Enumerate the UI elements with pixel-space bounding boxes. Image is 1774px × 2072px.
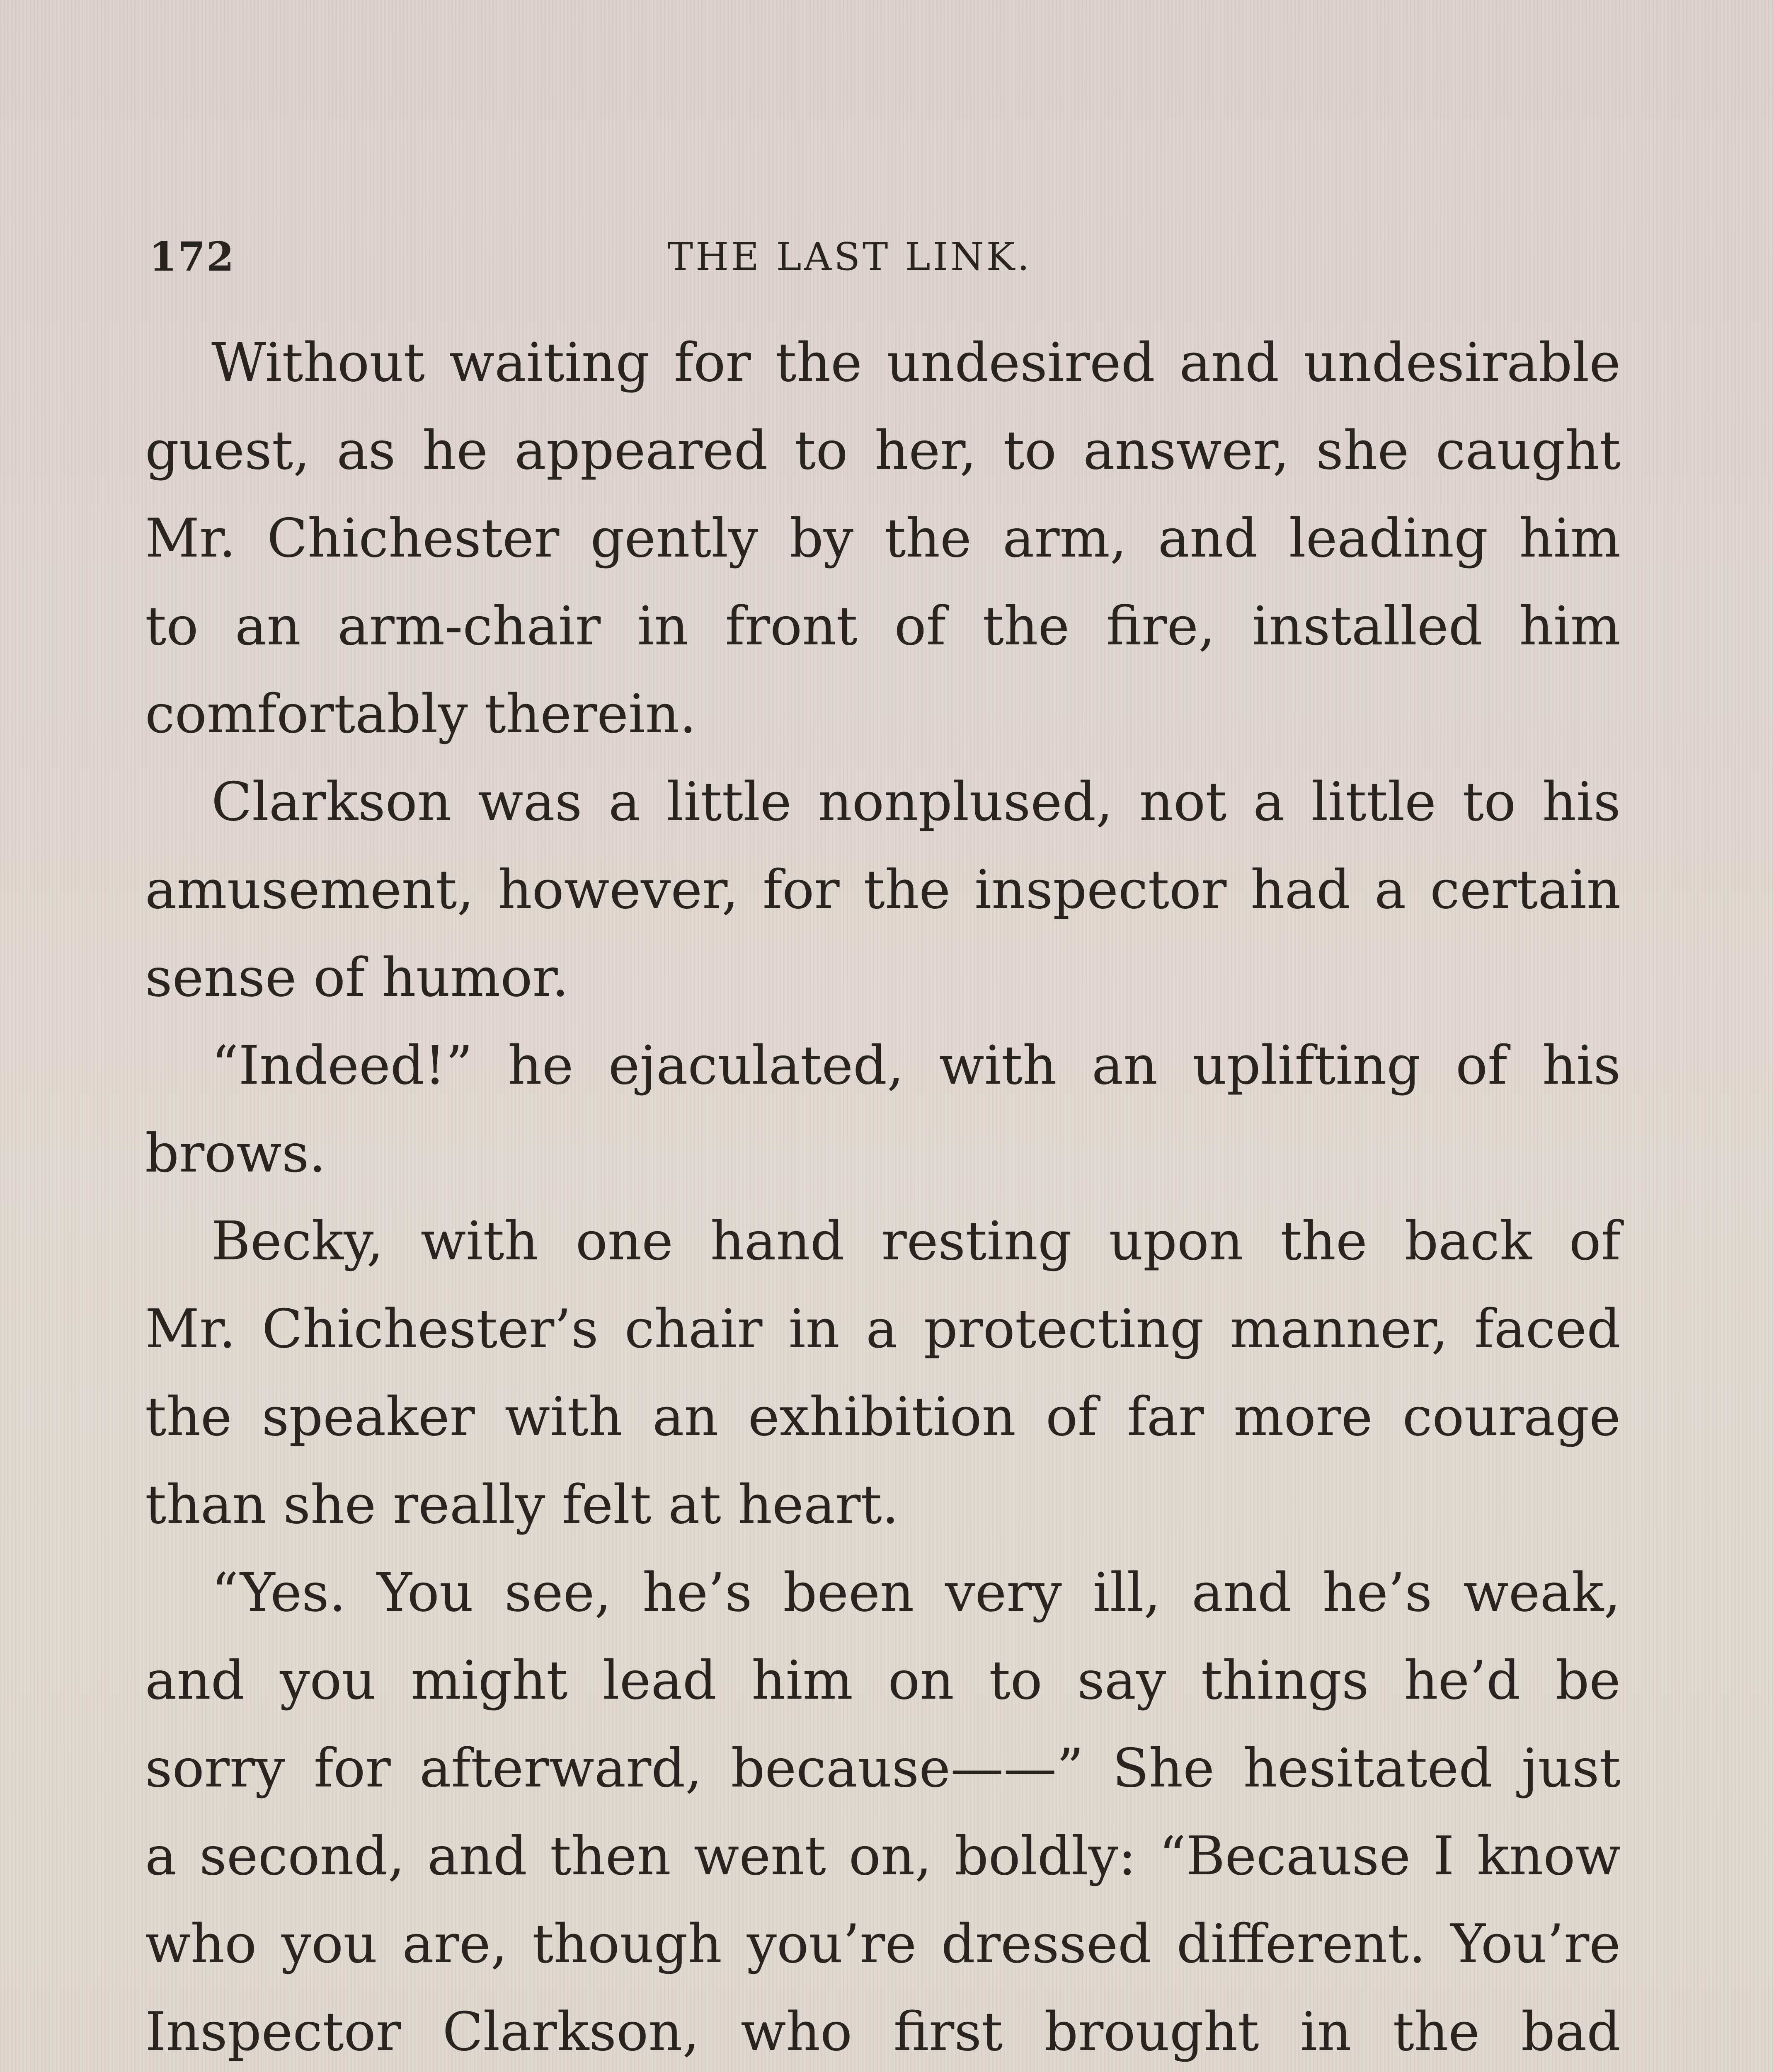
text-line: guest, as he appeared to her, to answer, she caught — [145, 420, 1621, 482]
text-line: amusement, however, for the inspector had a certain — [145, 859, 1621, 921]
body-text — [145, 319, 1621, 2072]
text-line: Becky, with one hand resting upon the back of — [211, 1210, 1621, 1272]
text-line: who you are, though you’re dressed different. You’re — [145, 1913, 1621, 1975]
text-line: Without waiting for the undesired and undesirable — [211, 332, 1621, 394]
text-line: Mr. Chichester’s chair in a protecting manner, faced — [145, 1298, 1621, 1360]
text-line: and you might lead him on to say things he’d be — [145, 1650, 1621, 1711]
text-line: “Indeed!” he ejaculated, with an uplifting of his — [211, 1035, 1621, 1097]
text-line: Clarkson was a little nonplused, not a little to his — [211, 771, 1621, 833]
text-line: “Yes. You see, he’s been very ill, and he’s weak, — [211, 1562, 1621, 1624]
text-line: a second, and then went on, boldly: “Because I know — [145, 1825, 1621, 1887]
text-line: sorry for afterward, because——” She hesitated just — [145, 1738, 1621, 1799]
page-header — [0, 224, 1774, 290]
text-line: sense of humor. — [145, 947, 569, 1009]
text-line: than she really felt at heart. — [145, 1474, 899, 1536]
text-line: Inspector Clarkson, who first brought in the bad — [145, 2001, 1621, 2063]
page-number: 172 — [149, 233, 235, 280]
running-head: THE LAST LINK. — [667, 235, 1032, 279]
text-line: Mr. Chichester gently by the arm, and leading him — [145, 508, 1621, 569]
text-line: to an arm-chair in front of the fire, installed him — [145, 595, 1621, 657]
text-line: comfortably therein. — [145, 683, 696, 745]
text-line: brows. — [145, 1123, 326, 1184]
text-line: the speaker with an exhibition of far more courage — [145, 1386, 1621, 1448]
